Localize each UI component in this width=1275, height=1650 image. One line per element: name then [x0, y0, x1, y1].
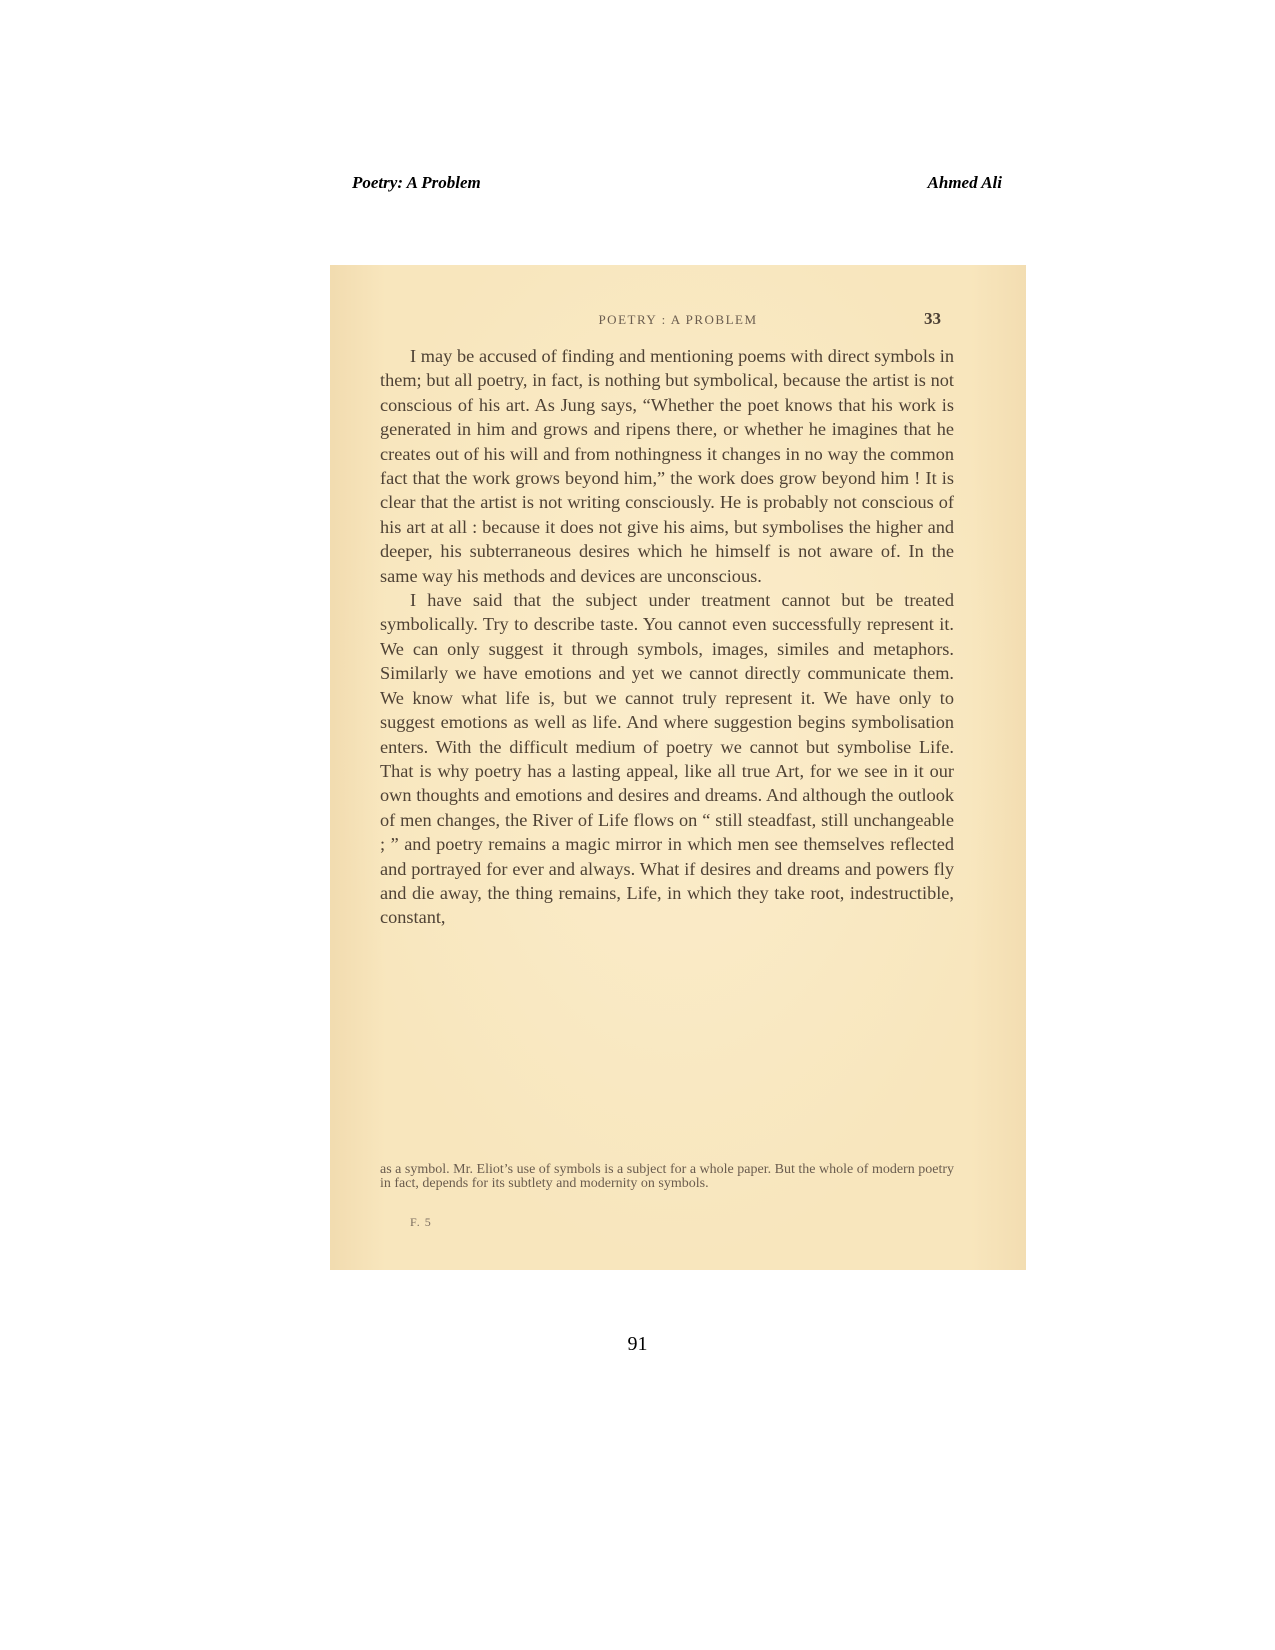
paragraph: I may be accused of finding and mentioning poems with direct symbols in them; but all poetry, in fact, is nothing but symbolical, because the artist is not conscious of his art. As Jung says, “Whether the poet knows that his work is generated in him and grows and ripens there, or whether he imagines that he creates out of his will and from nothingness it changes in no way the common fact that the work grows beyond him,” the work does grow beyond him ! It is clear that the artist is not writing consciously. He is probably not conscious of his art at all : because it does not give his aims, but symbolises the higher and deeper, his subterraneous desires which he himself is not aware of. In the same way his methods and devices are unconscious. [380, 346, 954, 586]
running-head-author: Ahmed Ali [927, 173, 1002, 192]
book-body-text [380, 344, 954, 930]
book-page-header [330, 309, 1026, 332]
printer-signature: F. 5 [410, 1215, 432, 1229]
footnote: as a symbol. Mr. Eliot’s use of symbols is a subject for a whole paper. But the whole of modern poetry in fact, depends for its subtlety and modernity on symbols. [380, 1162, 954, 1191]
scanned-book-page [330, 265, 1026, 1270]
book-page-number: 33 [924, 309, 941, 328]
running-head-title: Poetry: A Problem [352, 173, 481, 192]
book-page-header-title: POETRY : A PROBLEM [598, 312, 758, 327]
paragraph: I have said that the subject under treatment cannot but be treated symbolically. Try to describe taste. You cannot even successfully represent it. We can only suggest it through symbols, images, similes and metaphors. Similarly we have emotions and yet we cannot directly communicate them. We know what life is, but we cannot truly represent it. We have only to suggest emotions as well as life. And where suggestion begins symbolisation enters. With the difficult medium of poetry we cannot but symbolise Life. That is why poetry has a lasting appeal, like all true Art, for we see in it our own thoughts and emotions and desires and dreams. And although the outlook of men changes, the River of Life flows on “ still steadfast, still unchangeable ; ” and poetry remains a magic mirror in which men see themselves reflected and portrayed for ever and always. What if desires and dreams and powers fly and die away, the thing remains, Life, in which they take root, indestructible, constant, [380, 590, 954, 928]
document-page-number: 91 [627, 1333, 648, 1355]
